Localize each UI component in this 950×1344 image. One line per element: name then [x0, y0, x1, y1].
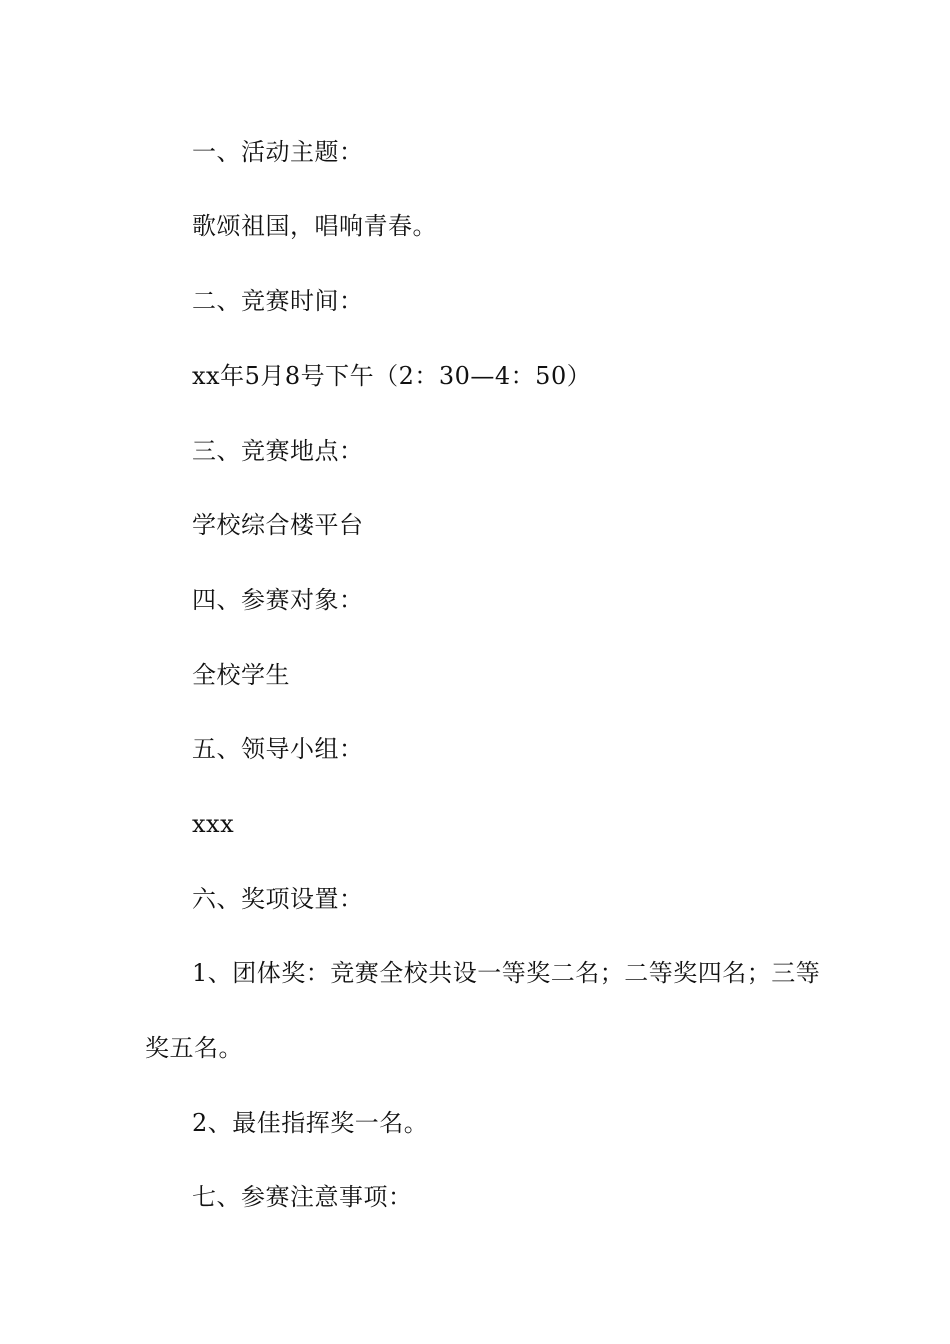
section-heading-theme: 一、活动主题： [192, 138, 364, 166]
participants-text: 全校学生 [192, 661, 290, 689]
section-heading-participants: 四、参赛对象： [192, 586, 364, 614]
theme-text: 歌颂祖国，唱响青春。 [192, 212, 437, 240]
leadership-text: xxx [192, 810, 235, 838]
location-text: 学校综合楼平台 [192, 511, 364, 539]
award-item-group: 1、团体奖：竞赛全校共设一等奖二名；二等奖四名；三等 [192, 959, 821, 987]
award-item-conductor: 2、最佳指挥奖一名。 [192, 1109, 429, 1137]
section-heading-awards: 六、奖项设置： [192, 885, 364, 913]
section-heading-notes: 七、参赛注意事项： [192, 1183, 413, 1211]
award-item-group-continued: 奖五名。 [145, 1034, 243, 1062]
section-heading-leadership: 五、领导小组： [192, 735, 364, 763]
time-text: xx年5月8号下午（2：30—4：50） [192, 362, 592, 390]
section-heading-time: 二、竞赛时间： [192, 287, 364, 315]
section-heading-location: 三、竞赛地点： [192, 437, 364, 465]
